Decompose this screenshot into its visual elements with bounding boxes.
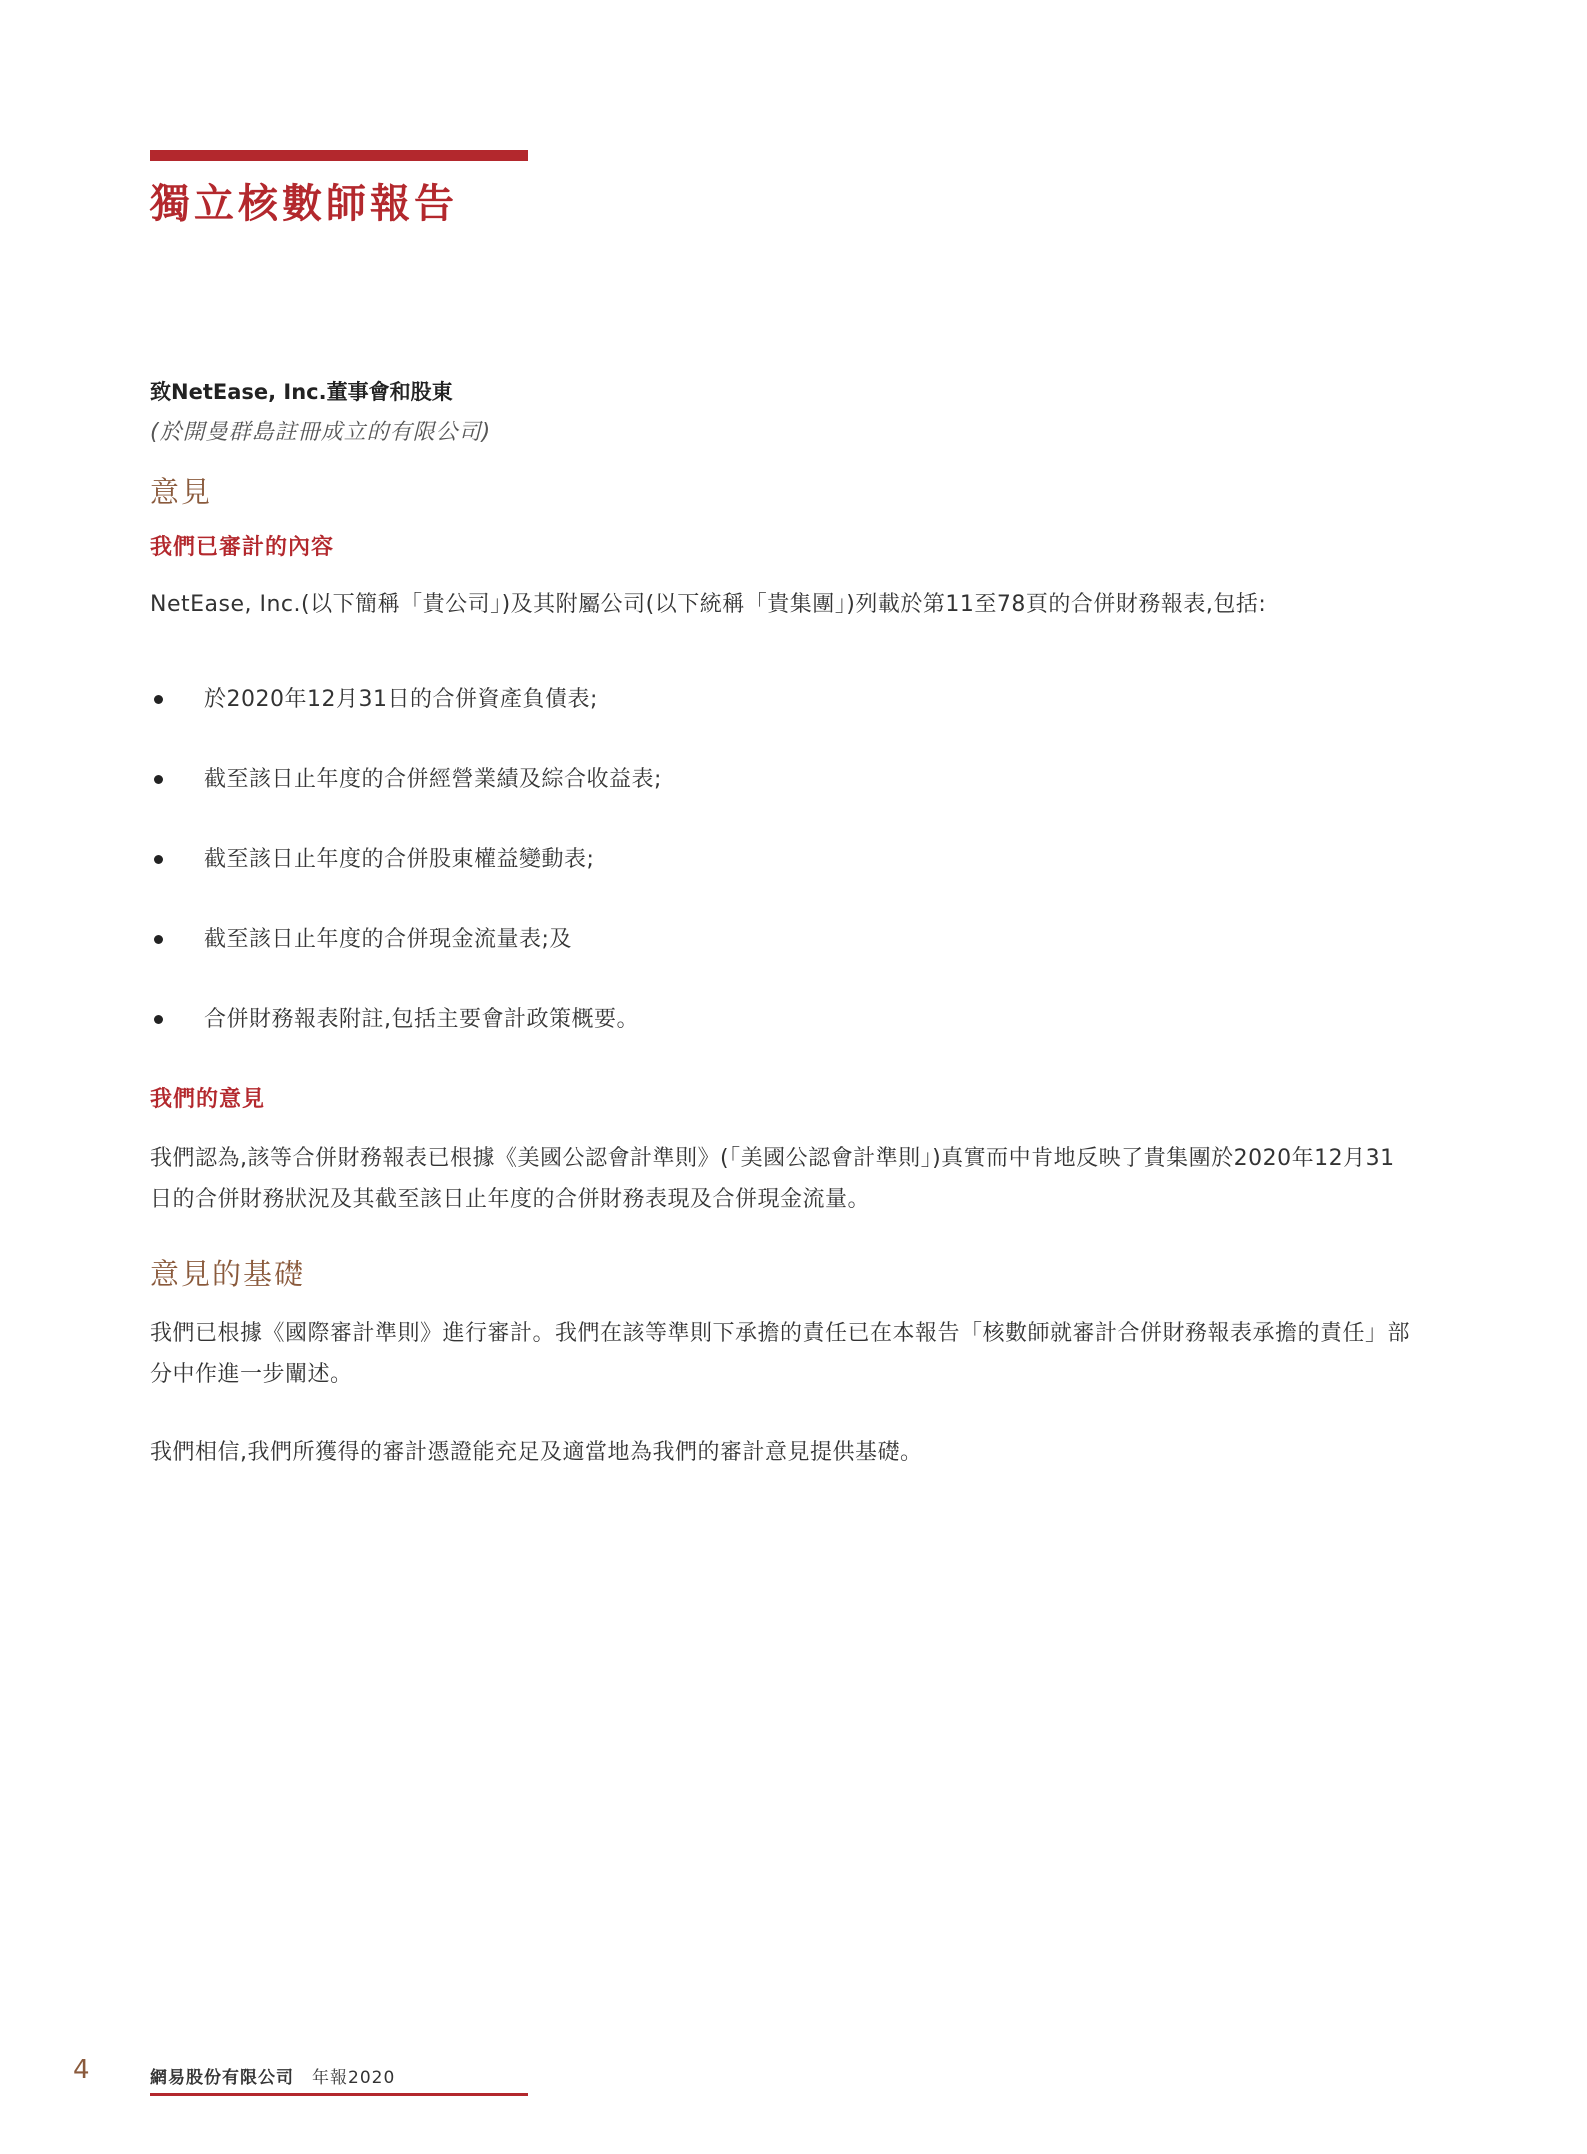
audited-intro-paragraph: NetEase, Inc.(以下簡稱「貴公司」)及其附屬公司(以下統稱「貴集團」)列載於第11至78頁的合併財務報表,包括: <box>150 592 1267 617</box>
addressee-line: 致NetEase, Inc.董事會和股東 <box>150 380 453 404</box>
subheading-what-we-audited: 我們已審計的內容 <box>150 535 335 560</box>
list-item-text: 於2020年12月31日的合併資產負債表; <box>204 687 598 712</box>
list-item-text: 截至該日止年度的合併股東權益變動表; <box>204 847 595 872</box>
bullet-icon <box>154 695 163 704</box>
list-item-text: 截至該日止年度的合併經營業績及綜合收益表; <box>204 767 662 792</box>
our-opinion-paragraph: 我們認為,該等合併財務報表已根據《美國公認會計準則》(「美國公認會計準則」)真實而中肯地反映了貴集團於2020年12月31日的合併財務狀況及其截至該日止年度的合併財務表現及合併現金流量。 <box>150 1146 1395 1212</box>
section-heading-basis: 意見的基礎 <box>150 1257 306 1291</box>
title-accent-bar <box>150 150 528 161</box>
bullet-icon <box>154 855 163 864</box>
bullet-icon <box>154 935 163 944</box>
bullet-icon <box>154 775 163 784</box>
section-heading-opinion: 意見 <box>150 475 213 509</box>
footer-accent-line <box>150 2093 528 2096</box>
bullet-icon <box>154 1015 163 1024</box>
list-item-text: 合併財務報表附註,包括主要會計政策概要。 <box>204 1007 639 1032</box>
footer-caption <box>150 2063 395 2088</box>
page-title: 獨立核數師報告 <box>150 181 458 227</box>
subheading-our-opinion: 我們的意見 <box>150 1087 266 1112</box>
page-number: 4 <box>73 2055 90 2085</box>
list-item-text: 截至該日止年度的合併現金流量表;及 <box>204 927 572 952</box>
incorporation-note: (於開曼群島註冊成立的有限公司) <box>150 420 492 445</box>
basis-paragraph-1: 我們已根據《國際審計準則》進行審計。我們在該等準則下承擔的責任已在本報告「核數師就審計合併財務報表承擔的責任」部分中作進一步闡述。 <box>150 1321 1411 1387</box>
basis-paragraph-2: 我們相信,我們所獲得的審計憑證能充足及適當地為我們的審計意見提供基礎。 <box>150 1440 923 1465</box>
footer-report-name: 年報2020 <box>312 2068 396 2088</box>
footer-company-name: 網易股份有限公司 <box>150 2068 294 2088</box>
